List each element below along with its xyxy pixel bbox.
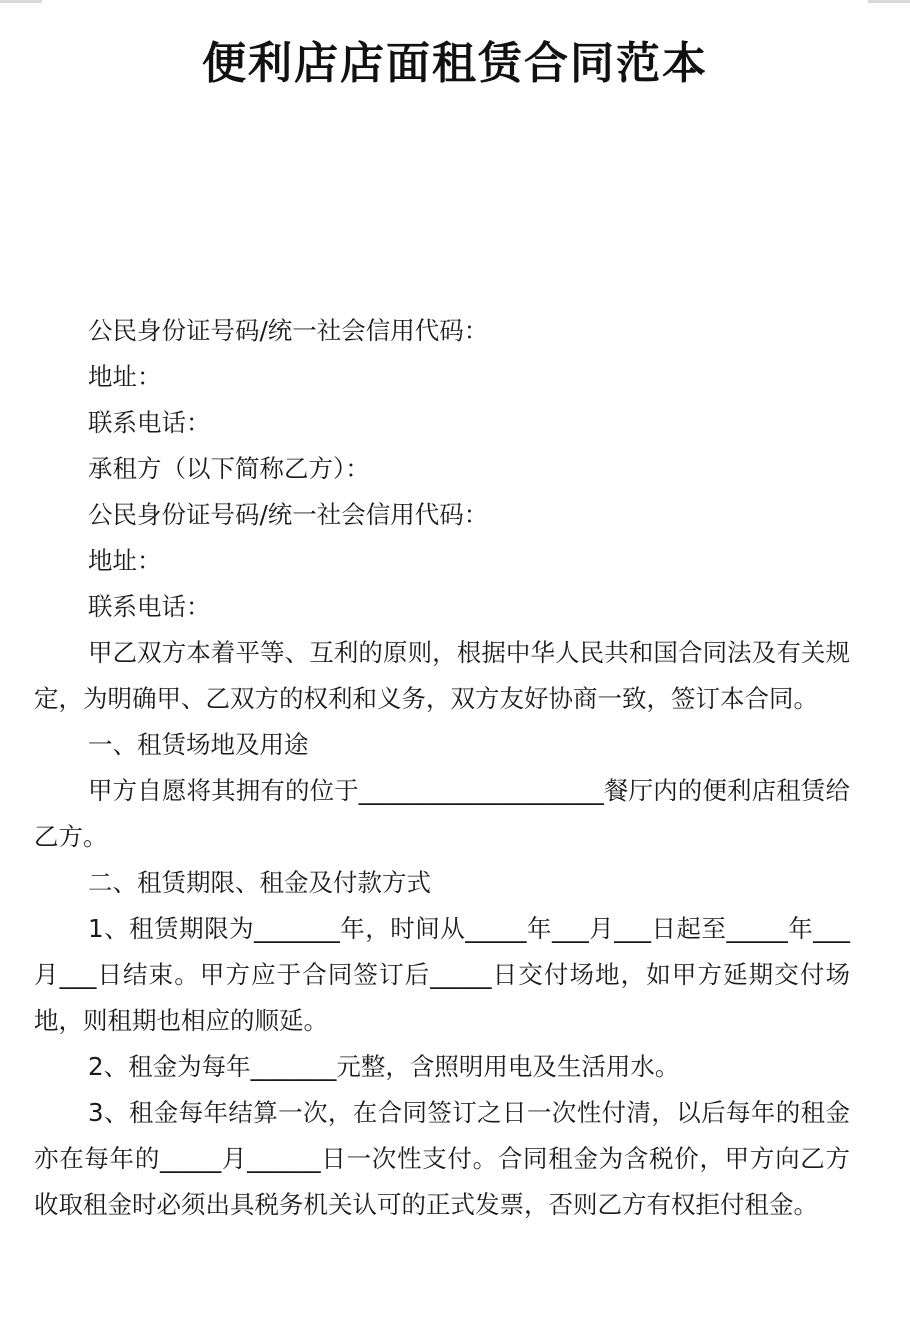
section-heading: 一、租赁场地及用途 [88,730,309,759]
field-lessee: 承租方（以下简称乙方）： [88,454,370,483]
field-lessee-phone: 联系电话： [88,592,211,621]
clause-paragraph: 3、租金每年结算一次，在合同签订之日一次性付清，以后每年的租金亦在每年的_____月______日一次性支付。合同租金为含税价，甲方向乙方收取租金时必须出具税务机关认可的正式发票，否则乙方有权拒付租金。 [34,1098,850,1219]
page-corner-mark [868,0,910,3]
section-paragraph: 甲方自愿将其拥有的位于____________________餐厅内的便利店租赁给乙方。 [34,776,850,851]
clause-paragraph: 2、租金为每年_______元整，含照明用电及生活用水。 [88,1052,680,1081]
page-corner-mark [0,0,42,3]
field-lessee-address: 地址： [88,546,162,575]
clause-paragraph: 1、租赁期限为_______年，时间从_____年___月___日起至_____年___月___日结束。甲方应于合同签订后_____日交付场地，如甲方延期交付场地，则租期也相应的顺延。 [34,914,850,1035]
document-body [34,308,850,1228]
field-phone: 联系电话： [88,408,211,437]
field-id-code: 公民身份证号码/统一社会信用代码： [88,316,489,345]
section-heading: 二、租赁期限、租金及付款方式 [88,868,431,897]
intro-paragraph: 甲乙双方本着平等、互利的原则，根据中华人民共和国合同法及有关规定，为明确甲、乙双方的权利和义务，双方友好协商一致，签订本合同。 [34,638,850,713]
field-address: 地址： [88,362,162,391]
document-title: 便利店店面租赁合同范本 [202,38,708,89]
field-lessee-id-code: 公民身份证号码/统一社会信用代码： [88,500,489,529]
